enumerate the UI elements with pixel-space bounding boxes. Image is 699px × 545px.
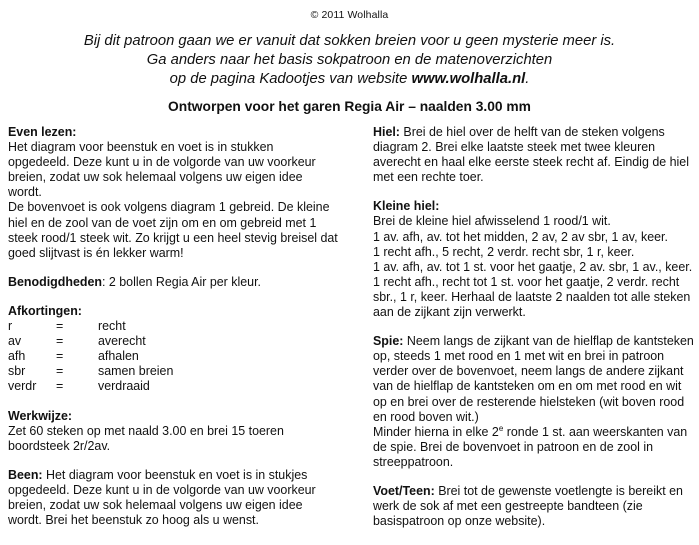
left-column (8, 125, 338, 542)
section-spie (373, 334, 695, 470)
abbreviation: sbr (8, 364, 26, 379)
section-even-lezen (8, 125, 338, 261)
abbreviation-meaning: afhalen (98, 349, 139, 364)
intro-line-2: Ga anders naar het basis sokpatroon en de matenoverzichten (146, 52, 553, 68)
pattern-subtitle: Ontworpen voor het garen Regia Air – naalden 3.00 mm (168, 99, 531, 114)
section-afkortingen (8, 304, 338, 395)
abbreviation: av (8, 334, 22, 349)
superscript-e: e (498, 423, 504, 433)
section-kleine-hiel (373, 199, 695, 320)
paragraph: Het diagram voor beenstuk en voet is in stukken opgedeeld. Deze kunt u in de volgorde van uw voorkeur breien, zodat uw sok helemaal volgens uw eigen idee wordt. (8, 140, 316, 200)
intro-line-1: Bij dit patroon gaan we er vanuit dat sokken breien voor u geen mysterie meer is. (83, 33, 616, 49)
paragraph: : 2 bollen Regia Air per kleur. (101, 274, 261, 289)
abbreviation-meaning: verdraaid (98, 379, 150, 394)
equals-sign: = (56, 319, 64, 334)
abbreviation-meaning: recht (98, 319, 126, 334)
instruction-line: 1 av. afh, av. tot 1 st. voor het gaatje, 2 av. sbr, 1 av., keer. (373, 259, 693, 274)
paragraph: Brei tot de gewenste voetlengte is bereikt en werk de sok af met een gestreepte bandteen (zie basispatroon op onze website). (373, 483, 683, 529)
intro-line-3 (0, 70, 699, 89)
paragraph (373, 425, 695, 470)
instruction-line: 1 av. afh, av. tot het midden, 2 av, 2 av sbr, 1 av, keer. (373, 229, 668, 244)
section-heading: Benodigdheden (8, 274, 102, 289)
paragraph: Het diagram voor beenstuk en voet is in stukjes opgedeeld. Deze kunt u in de volgorde van uw voorkeur breien, zodat uw sok helemaal volgens uw eigen idee wordt. Brei het beenstuk zo hoog als u wenst. (8, 467, 316, 528)
abbreviation-row (8, 334, 338, 349)
paragraph: Zet 60 steken op met naald 3.00 en brei 15 toeren boordsteek 2r/2av. (8, 423, 284, 453)
abbreviation: afh (8, 349, 26, 364)
equals-sign: = (56, 349, 64, 364)
abbreviation: r (8, 319, 13, 334)
section-heading: Afkortingen: (8, 303, 82, 318)
equals-sign: = (56, 364, 64, 379)
paragraph: Neem langs de zijkant van de hielflap de kantsteken op, steeds 1 met rood en 1 met wit en brei in patroon verder over de bovenvoet, neem langs de andere zijkant van de hielflap de kantsteken om en om met rood en wit op en brei over de resterende hielsteken (wit boven rood en rood boven wit.) (373, 334, 694, 424)
section-werkwijze (8, 409, 338, 454)
intro-text (0, 32, 699, 89)
section-heading: Voet/Teen: (373, 483, 435, 498)
intro-line-3-suffix: . (525, 71, 530, 87)
section-benodigdheden (8, 275, 338, 290)
section-heading: Kleine hiel: (373, 199, 440, 214)
instruction-line: 1 recht afh., recht tot 1 st. voor het gaatje, 2 verdr. recht sbr., 1 r, keer. Herhaal de laatste 2 naalden tot alle steken aan de zijkant zijn verwerkt. (373, 274, 691, 320)
abbreviation-row (8, 349, 338, 364)
abbreviation-row (8, 379, 338, 394)
abbreviation-meaning: averecht (98, 334, 146, 349)
abbreviation-meaning: samen breien (98, 364, 174, 379)
minder-text-rest: ronde 1 st. aan weerskanten van de spie. Brei de bovenvoet in patroon en de zool in streeppatroon. (373, 424, 688, 469)
instruction-line: Brei de kleine hiel afwisselend 1 rood/1 wit. (373, 214, 611, 229)
section-hiel (373, 125, 695, 185)
equals-sign: = (56, 334, 64, 349)
section-heading: Been: (8, 467, 43, 482)
paragraph: Brei de hiel over de helft van de steken volgens diagram 2. Brei elke laatste steek met twee kleuren averecht en haal elke eerste steek recht af. Eindig de hiel met een rechte toer. (373, 125, 689, 185)
copyright-notice: © 2011 Wolhalla (310, 9, 389, 21)
section-been (8, 468, 338, 528)
section-heading: Hiel: (373, 125, 400, 139)
equals-sign: = (56, 379, 64, 394)
right-column (373, 125, 695, 543)
section-heading: Spie: (373, 334, 404, 349)
instruction-line: 1 recht afh., 5 recht, 2 verdr. recht sbr, 1 r, keer. (373, 244, 635, 259)
section-heading: Even lezen: (8, 125, 77, 139)
section-voet-teen (373, 484, 695, 529)
paragraph: De bovenvoet is ook volgens diagram 1 gebreid. De kleine hiel en de zool van de voet zijn om en om gebreid met 1 steek rood/1 steek wit. Zo krijgt u een heel stevig breisel dat goed slijtvast is én lekker warm! (8, 200, 338, 260)
intro-line-3-prefix: op de pagina Kadootjes van website (169, 71, 412, 87)
abbreviation-row (8, 319, 338, 334)
minder-text: Minder hierna in elke 2 (373, 424, 499, 439)
abbreviation: verdr (8, 379, 37, 394)
abbreviation-row (8, 364, 338, 379)
section-heading: Werkwijze: (8, 408, 73, 423)
website-link[interactable]: www.wolhalla.nl (411, 71, 526, 87)
